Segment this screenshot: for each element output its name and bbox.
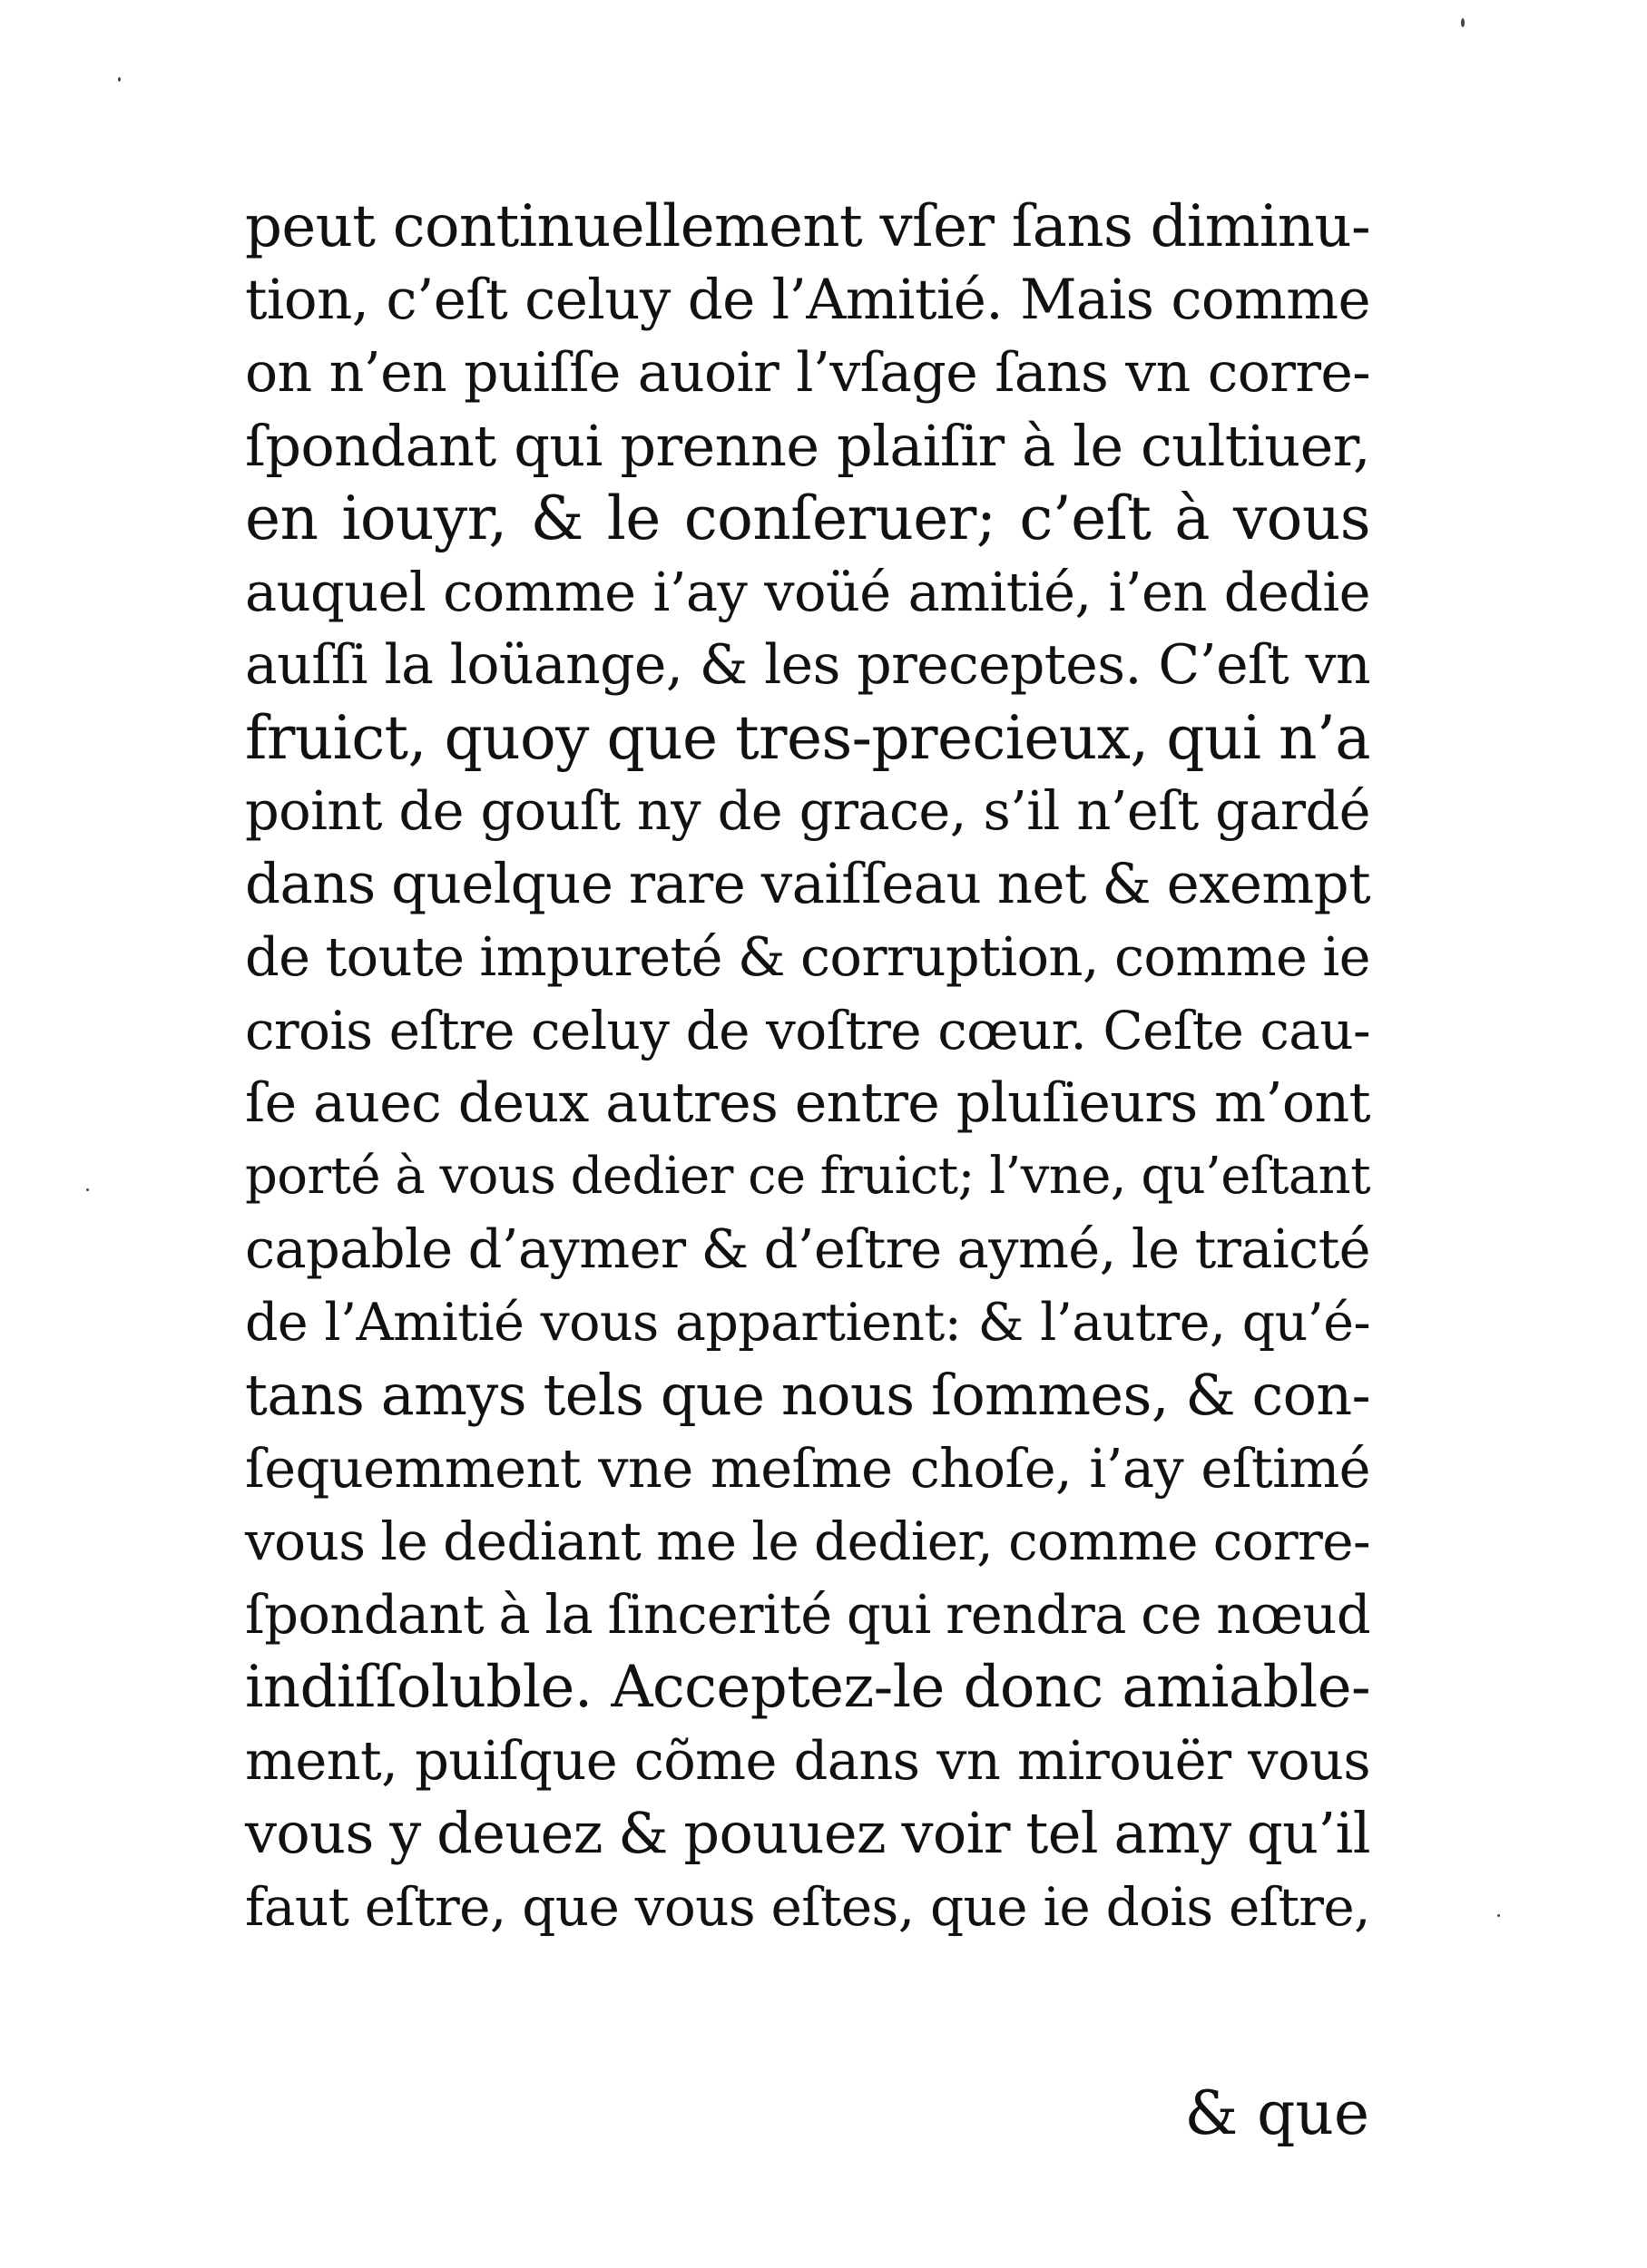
text-line: ſe auec deux autres entre pluſieurs m’ont [245, 1071, 1370, 1135]
text-line: ſequemment vne meſme choſe, i’ay eſtimé [245, 1436, 1370, 1500]
catchword: & que [1184, 2078, 1369, 2148]
ink-speck [86, 1188, 89, 1191]
ink-speck [1497, 1914, 1500, 1917]
text-line: capable d’aymer & d’eſtre aymé, le traicté [245, 1217, 1370, 1280]
text-line: de l’Amitié vous appartient: & l’autre, qu’é- [245, 1292, 1370, 1353]
text-line: en iouyr, & le conſeruer; c’eſt à vous [245, 484, 1370, 553]
text-line: peut continuellement vſer ſans diminu- [245, 193, 1370, 260]
text-line: vous y deuez & pouuez voir tel amy qu’il [245, 1800, 1370, 1866]
text-line: auſſi la loüange, & les preceptes. C’eſt vn [245, 633, 1370, 697]
text-line: indiſſoluble. Acceptez-le donc amiable- [245, 1654, 1370, 1721]
text-line: porté à vous dedier ce fruict; l’vne, qu’eſtant [245, 1146, 1370, 1206]
text-line: ſpondant qui prenne plaiſir à le cultiuer, [245, 412, 1370, 479]
text-line: point de gouſt ny de grace, s’il n’eſt gardé [245, 779, 1370, 842]
text-line: faut eſtre, que vous eſtes, que ie dois eſtre, [245, 1875, 1370, 1938]
ink-speck [1461, 18, 1465, 27]
text-line: crois eſtre celuy de voſtre cœur. Ceſte cau- [245, 999, 1370, 1061]
text-line: vous le dediant me le dedier, comme corre- [245, 1510, 1370, 1572]
text-line: ment, puiſque cõme dans vn mirouër vous [245, 1728, 1370, 1792]
text-line: fruict, quoy que tres-precieux, qui n’a [245, 702, 1370, 773]
text-line: on n’en puiſſe auoir l’vſage ſans vn corre- [245, 341, 1370, 405]
text-line: de toute impureté & corruption, comme ie [245, 925, 1370, 988]
text-line: dans quelque rare vaiſſeau net & exempt [245, 851, 1370, 916]
body-text [245, 191, 1370, 1943]
text-line: ſpondant à la ſincerité qui rendra ce nœud [245, 1582, 1370, 1646]
text-line: tion, c’eſt celuy de l’Amitié. Mais comme [245, 267, 1370, 332]
ink-speck [118, 77, 121, 82]
text-line: auquel comme i’ay voüé amitié, i’en dedie [245, 560, 1370, 623]
text-line: tans amys tels que nous ſommes, & con- [245, 1362, 1370, 1428]
